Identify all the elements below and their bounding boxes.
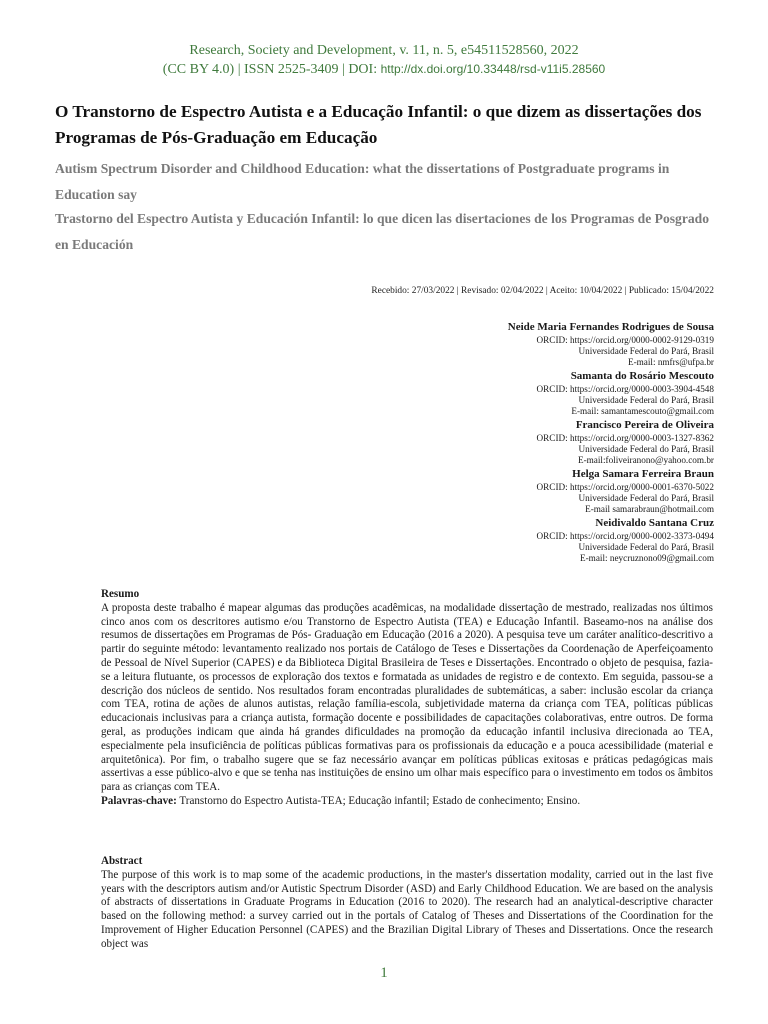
author-affiliation: Universidade Federal do Pará, Brasil [578, 444, 714, 454]
author-name: Samanta do Rosário Mescouto [570, 370, 714, 382]
author-block [294, 516, 714, 564]
author-email[interactable]: E-mail samarabraun@hotmail.com [585, 504, 714, 514]
author-block [294, 320, 714, 368]
author-affiliation: Universidade Federal do Pará, Brasil [578, 395, 714, 405]
author-orcid[interactable]: ORCID: https://orcid.org/0000-0002-9129-0319 [536, 335, 714, 345]
keywords-value: Transtorno do Espectro Autista-TEA; Educação infantil; Estado de conhecimento; Ensino. [176, 794, 581, 807]
title-english: Autism Spectrum Disorder and Childhood Education: what the dissertations of Postgraduate programs in Education say [55, 161, 670, 202]
author-affiliation: Universidade Federal do Pará, Brasil [578, 542, 714, 552]
author-orcid[interactable]: ORCID: https://orcid.org/0000-0001-6370-5022 [536, 482, 714, 492]
title-spanish: Trastorno del Espectro Autista y Educación Infantil: lo que dicen las disertaciones de los Programas de Posgrado en Educación [55, 211, 710, 252]
author-email[interactable]: E-mail: samantamescouto@gmail.com [571, 406, 714, 416]
keywords-label: Palavras-chave: [101, 794, 177, 807]
resumo-section [101, 588, 713, 809]
author-block [294, 418, 714, 466]
author-name: Helga Samara Ferreira Braun [572, 468, 714, 480]
keywords-line [101, 795, 713, 809]
page-number: 1 [380, 965, 388, 981]
author-email[interactable]: E-mail: neycruznono09@gmail.com [580, 553, 714, 563]
author-name: Francisco Pereira de Oliveira [575, 419, 714, 431]
author-affiliation: Universidade Federal do Pará, Brasil [578, 346, 714, 356]
resumo-heading: Resumo [101, 588, 140, 600]
author-email[interactable]: E-mail: nmfrs@ufpa.br [627, 357, 714, 367]
author-orcid[interactable]: ORCID: https://orcid.org/0000-0003-1327-8362 [536, 433, 714, 443]
author-list [294, 320, 714, 564]
title-portuguese: O Transtorno de Espectro Autista e a Educação Infantil: o que dizem as dissertações dos Programas de Pós-Graduação em Educação [55, 102, 702, 147]
author-email[interactable]: E-mail:foliveiranono@yahoo.com.br [577, 455, 714, 465]
journal-header [0, 42, 768, 79]
author-name: Neide Maria Fernandes Rodrigues de Sousa [507, 321, 714, 333]
publication-dates: Recebido: 27/03/2022 | Revisado: 02/04/2022 | Aceito: 10/04/2022 | Publicado: 15/04/2022 [371, 286, 714, 296]
journal-citation: Research, Society and Development, v. 11, n. 5, e54511528560, 2022 [189, 43, 579, 58]
abstract-section [101, 855, 713, 952]
license-issn-label: (CC BY 4.0) | ISSN 2525-3409 | DOI: [162, 62, 381, 77]
author-affiliation: Universidade Federal do Pará, Brasil [578, 493, 714, 503]
author-orcid[interactable]: ORCID: https://orcid.org/0000-0002-3373-0494 [536, 531, 714, 541]
abstract-text: The purpose of this work is to map some of the academic productions, in the master's dissertation modality, carried out in the last five years with the descriptors autism and/or Autistic Spectrum Disorder (ASD) and Early Childhood Education. We are based on the analysis of abstracts of dissertations in Graduate Programs in Education (2016 to 2020). The research had an analytical-descriptive character based on the following method: a survey carried out in the portals of Catalog of Theses and Dissertations of the Coordination for the Improvement of Higher Education Personnel (CAPES) and the Brazilian Digital Library of Theses and Dissertations. Once the research object was [101, 868, 713, 950]
doi-link[interactable]: http://dx.doi.org/10.33448/rsd-v11i5.28560 [380, 62, 606, 76]
author-block [294, 369, 714, 417]
author-block [294, 467, 714, 515]
author-name: Neidivaldo Santana Cruz [595, 517, 714, 529]
license-issn-doi [0, 60, 768, 79]
abstract-heading: Abstract [101, 855, 143, 867]
author-orcid[interactable]: ORCID: https://orcid.org/0000-0003-3904-4548 [536, 384, 714, 394]
resumo-text: A proposta deste trabalho é mapear algumas das produções acadêmicas, na modalidade dissertação de mestrado, realizadas nos últimos cinco anos com os descritores autismo e/ou Transtorno de Espectro Autista (TEA) e Educação Infantil. Baseamo-nos na análise dos resumos de dissertações em Programas de Pós- Graduação em Educação (2016 a 2020). A pesquisa teve um caráter analítico-descritivo a partir do seguinte método: levantamento realizado nos portais de Catálogo de Teses e Dissertações da Coordenação de Aperfeiçoamento de Pessoal de Nível Superior (CAPES) e da Biblioteca Digital Brasileira de Teses e Dissertações. Encontrado o objeto de pesquisa, fazia-se a leitura flutuante, os processos de exploração dos textos e formatada as unidades de registro e de contexto. Em seguida, passou-se a descrição dos núcleos de sentido. Nos resultados foram encontradas pluralidades de subtemáticas, a saber: inclusão escolar da criança com TEA, rotina de ações de alunos autistas, relação família-escola, subjetividade materna da criança com TEA, políticas públicas educacionais inclusivas para a criança autista, formação docente e possibilidades de capacitações colaborativas, entre outros. De forma geral, as produções indicam que ainda há grandes dificuldades na promoção da educação infantil inclusiva direcionada ao TEA, especialmente pela insuficiência de políticas públicas formativas para os profissionais da educação e a pouca acessibilidade (material e arquitetônica). Por fim, o trabalho sugere que se faz necessário avançar em políticas públicas exitosas e práticas pedagógicas mais assertivas a esse público-alvo e que se tenha nas instituições de ensino um olhar mais específico para o investimento em todos os âmbitos para as crianças com TEA. [101, 601, 713, 794]
